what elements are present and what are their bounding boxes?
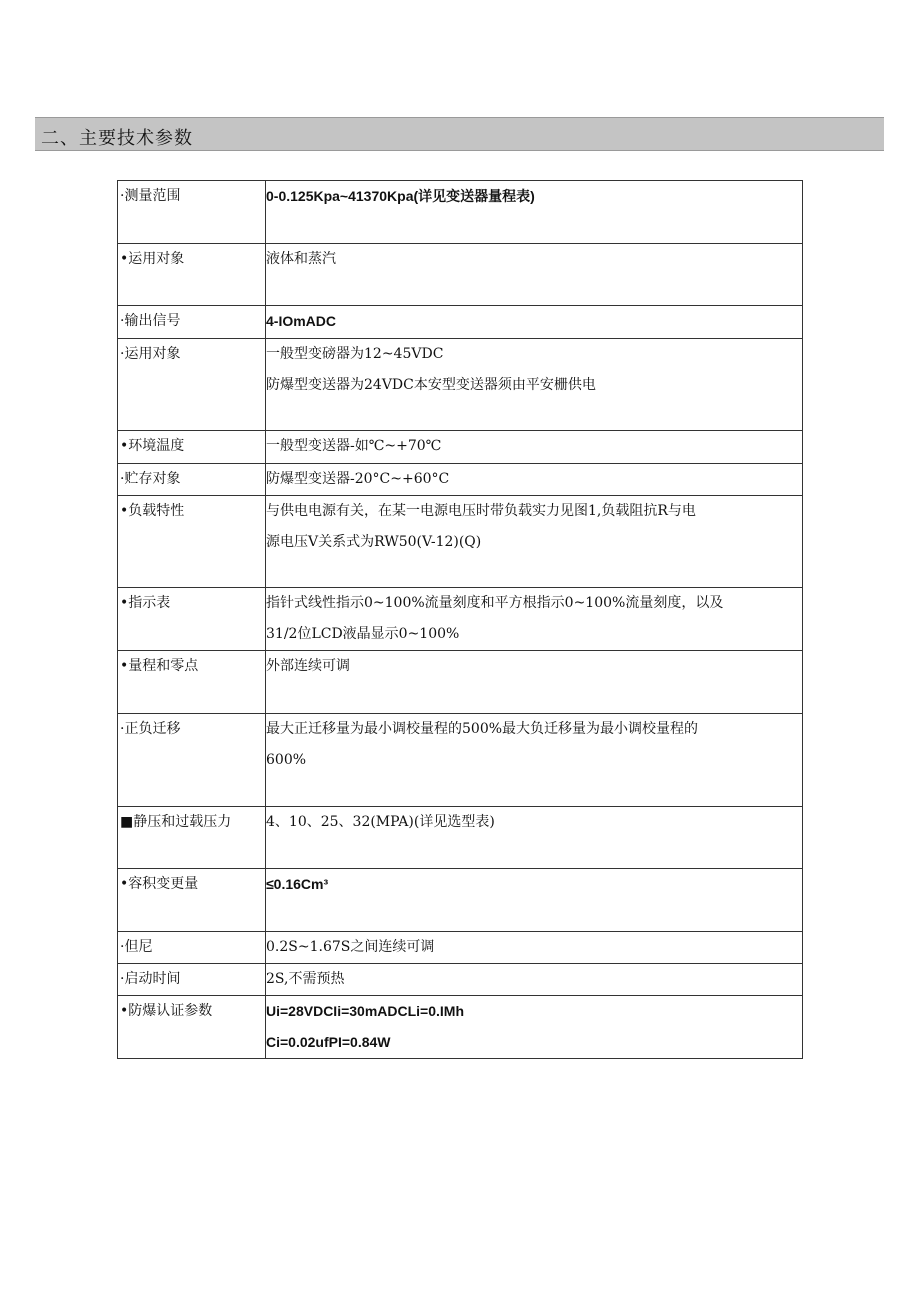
table-row [118,588,803,651]
param-label: •运用对象 [118,244,266,306]
param-label: •量程和零点 [118,651,266,714]
param-value: 4、10、25、32(MPA)(详见选型表) [266,807,803,869]
param-value: 指针式线性指示0~100%流量刻度和平方根指示0~100%流量刻度，以及 31/2位LCD液晶显示0~100% [266,588,803,651]
param-value: 2S,不需预热 [266,964,803,996]
table-row [118,496,803,588]
param-value: 0-0.125Kpa~41370Kpa(详见变送器量程表) [266,181,803,244]
param-value: 一般型变磅器为12~45VDC 防爆型变送器为24VDC本安型变送器须由平安栅供电 [266,339,803,431]
table-row [118,807,803,869]
table-row [118,714,803,807]
param-label: •指示表 [118,588,266,651]
param-label: •防爆认证参数 [118,996,266,1059]
param-label: ·启动时间 [118,964,266,996]
table-row [118,244,803,306]
param-label: ·输出信号 [118,306,266,339]
section-title: 二、主要技术参数 [41,128,193,149]
param-label: ·贮存对象 [118,464,266,496]
param-label: ·测量范围 [118,181,266,244]
param-value: 最大正迁移量为最小调校量程的500%最大负迁移量为最小调校量程的 600% [266,714,803,807]
section-header-bar [35,117,884,151]
table-row [118,181,803,244]
table-row [118,464,803,496]
param-value: 液体和蒸汽 [266,244,803,306]
table-row [118,964,803,996]
param-label: ·运用对象 [118,339,266,431]
param-label: •负载特性 [118,496,266,588]
table-row [118,431,803,464]
param-label: ■静压和过载压力 [118,807,266,869]
param-value: 与供电电源有关，在某一电源电压时带负载实力见图1,负载阻抗R与电 源电压V关系式为RW50(V-12)(Q) [266,496,803,588]
param-value: 外部连续可调 [266,651,803,714]
param-label: ·但尼 [118,932,266,964]
table-row [118,651,803,714]
param-value: ≤0.16Cm³ [266,869,803,932]
table-row [118,306,803,339]
table-row [118,869,803,932]
table-row [118,996,803,1059]
param-value: 一般型变送器-如℃~+70℃ [266,431,803,464]
param-value: 防爆型变送器-20°C~+60°C [266,464,803,496]
table-row [118,339,803,431]
param-label: •容积变更量 [118,869,266,932]
param-label: •环境温度 [118,431,266,464]
param-value: Ui=28VDCIi=30mADCLi=0.IMh Ci=0.02ufPI=0.84W [266,996,803,1059]
table-row [118,932,803,964]
param-value: 4-IOmADC [266,306,803,339]
param-label: ·正负迁移 [118,714,266,807]
technical-parameters-table [117,180,803,1059]
param-value: 0.2S~1.67S之间连续可调 [266,932,803,964]
